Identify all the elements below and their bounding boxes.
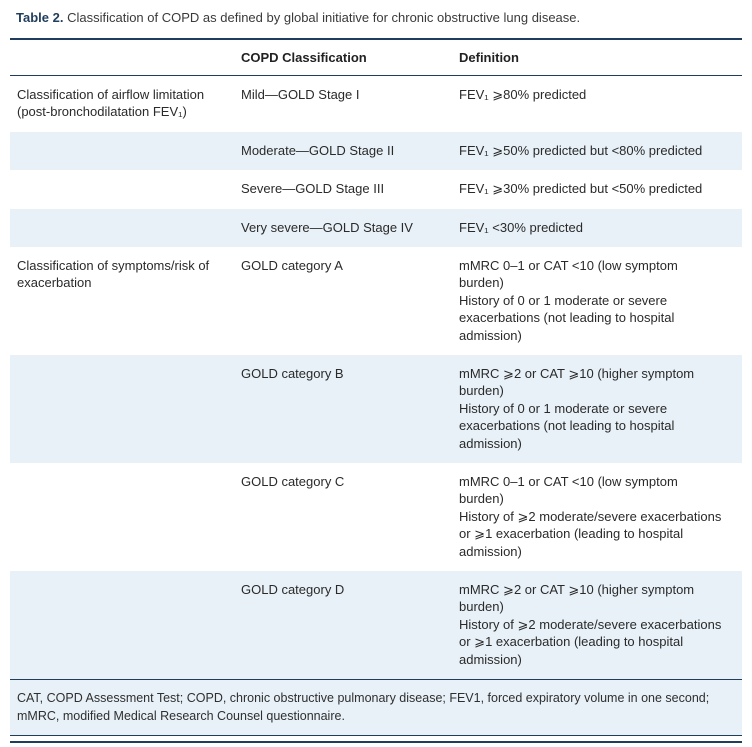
group-cell [10, 170, 234, 208]
table-footnote: CAT, COPD Assessment Test; COPD, chronic obstructive pulmonary disease; FEV1, forced expiratory volume in one second; mMRC, modified Medical Research Counsel questionnaire. [10, 679, 742, 736]
group-cell: Classification of symptoms/risk of exacerbation [17, 257, 210, 291]
group-cell [10, 132, 234, 170]
definition-cell [452, 571, 742, 679]
table-row [10, 132, 742, 170]
header-cell-classification: COPD Classification [234, 39, 452, 76]
table-header [10, 39, 742, 76]
table-row [10, 463, 742, 571]
table-caption-label: Table 2. [16, 10, 64, 25]
table-row [10, 209, 742, 247]
bottom-rule [10, 741, 742, 743]
copd-classification-table [10, 38, 742, 679]
table-row [10, 355, 742, 463]
definition-line: History of 0 or 1 moderate or severe exacerbations (not leading to hospital admission) [459, 292, 675, 343]
definition-line: History of 0 or 1 moderate or severe exacerbations (not leading to hospital admission) [459, 400, 675, 451]
definition-line: mMRC ⩾2 or CAT ⩾10 (higher symptom burden) [459, 582, 695, 615]
classification-cell: GOLD category A [241, 257, 343, 273]
group-cell [10, 209, 234, 247]
definition-cell [452, 247, 742, 355]
definition-cell [452, 75, 742, 131]
definition-line: FEV₁ ⩾50% predicted but <80% predicted [459, 142, 703, 158]
classification-cell: Very severe—GOLD Stage IV [241, 219, 413, 235]
table-caption-text: Classification of COPD as defined by global initiative for chronic obstructive lung disease. [67, 10, 581, 25]
classification-cell: Moderate—GOLD Stage II [241, 142, 395, 158]
group-cell [10, 355, 234, 463]
definition-cell [452, 170, 742, 208]
table-row [10, 75, 742, 131]
definition-line: History of ⩾2 moderate/severe exacerbations or ⩾1 exacerbation (leading to hospital admission) [459, 508, 722, 559]
definition-cell [452, 132, 742, 170]
classification-cell: GOLD category B [241, 365, 344, 381]
classification-cell: Severe—GOLD Stage III [241, 181, 385, 197]
header-cell-definition: Definition [452, 39, 742, 76]
header-cell-group [10, 39, 234, 76]
group-cell [10, 571, 234, 679]
definition-line: FEV₁ <30% predicted [459, 219, 583, 235]
table-caption [10, 8, 742, 38]
table-row [10, 170, 742, 208]
classification-cell: GOLD category C [241, 473, 345, 489]
group-cell: Classification of airflow limitation (post-bronchodilatation FEV₁) [17, 86, 205, 120]
definition-line: mMRC 0–1 or CAT <10 (low symptom burden) [459, 257, 678, 291]
definition-line: mMRC 0–1 or CAT <10 (low symptom burden) [459, 473, 678, 507]
table-row [10, 247, 742, 355]
definition-cell [452, 463, 742, 571]
definition-cell [452, 355, 742, 463]
definition-cell [452, 209, 742, 247]
definition-line: mMRC ⩾2 or CAT ⩾10 (higher symptom burden) [459, 365, 695, 399]
table-body [10, 75, 742, 679]
classification-cell: GOLD category D [241, 582, 345, 598]
table-row [10, 571, 742, 679]
definition-line: FEV₁ ⩾30% predicted but <50% predicted [459, 181, 703, 197]
definition-line: FEV₁ ⩾80% predicted [459, 86, 587, 102]
classification-cell: Mild—GOLD Stage I [241, 86, 360, 102]
header-row [10, 39, 742, 76]
group-cell [10, 463, 234, 571]
definition-line: History of ⩾2 moderate/severe exacerbations or ⩾1 exacerbation (leading to hospital admission) [459, 616, 722, 667]
